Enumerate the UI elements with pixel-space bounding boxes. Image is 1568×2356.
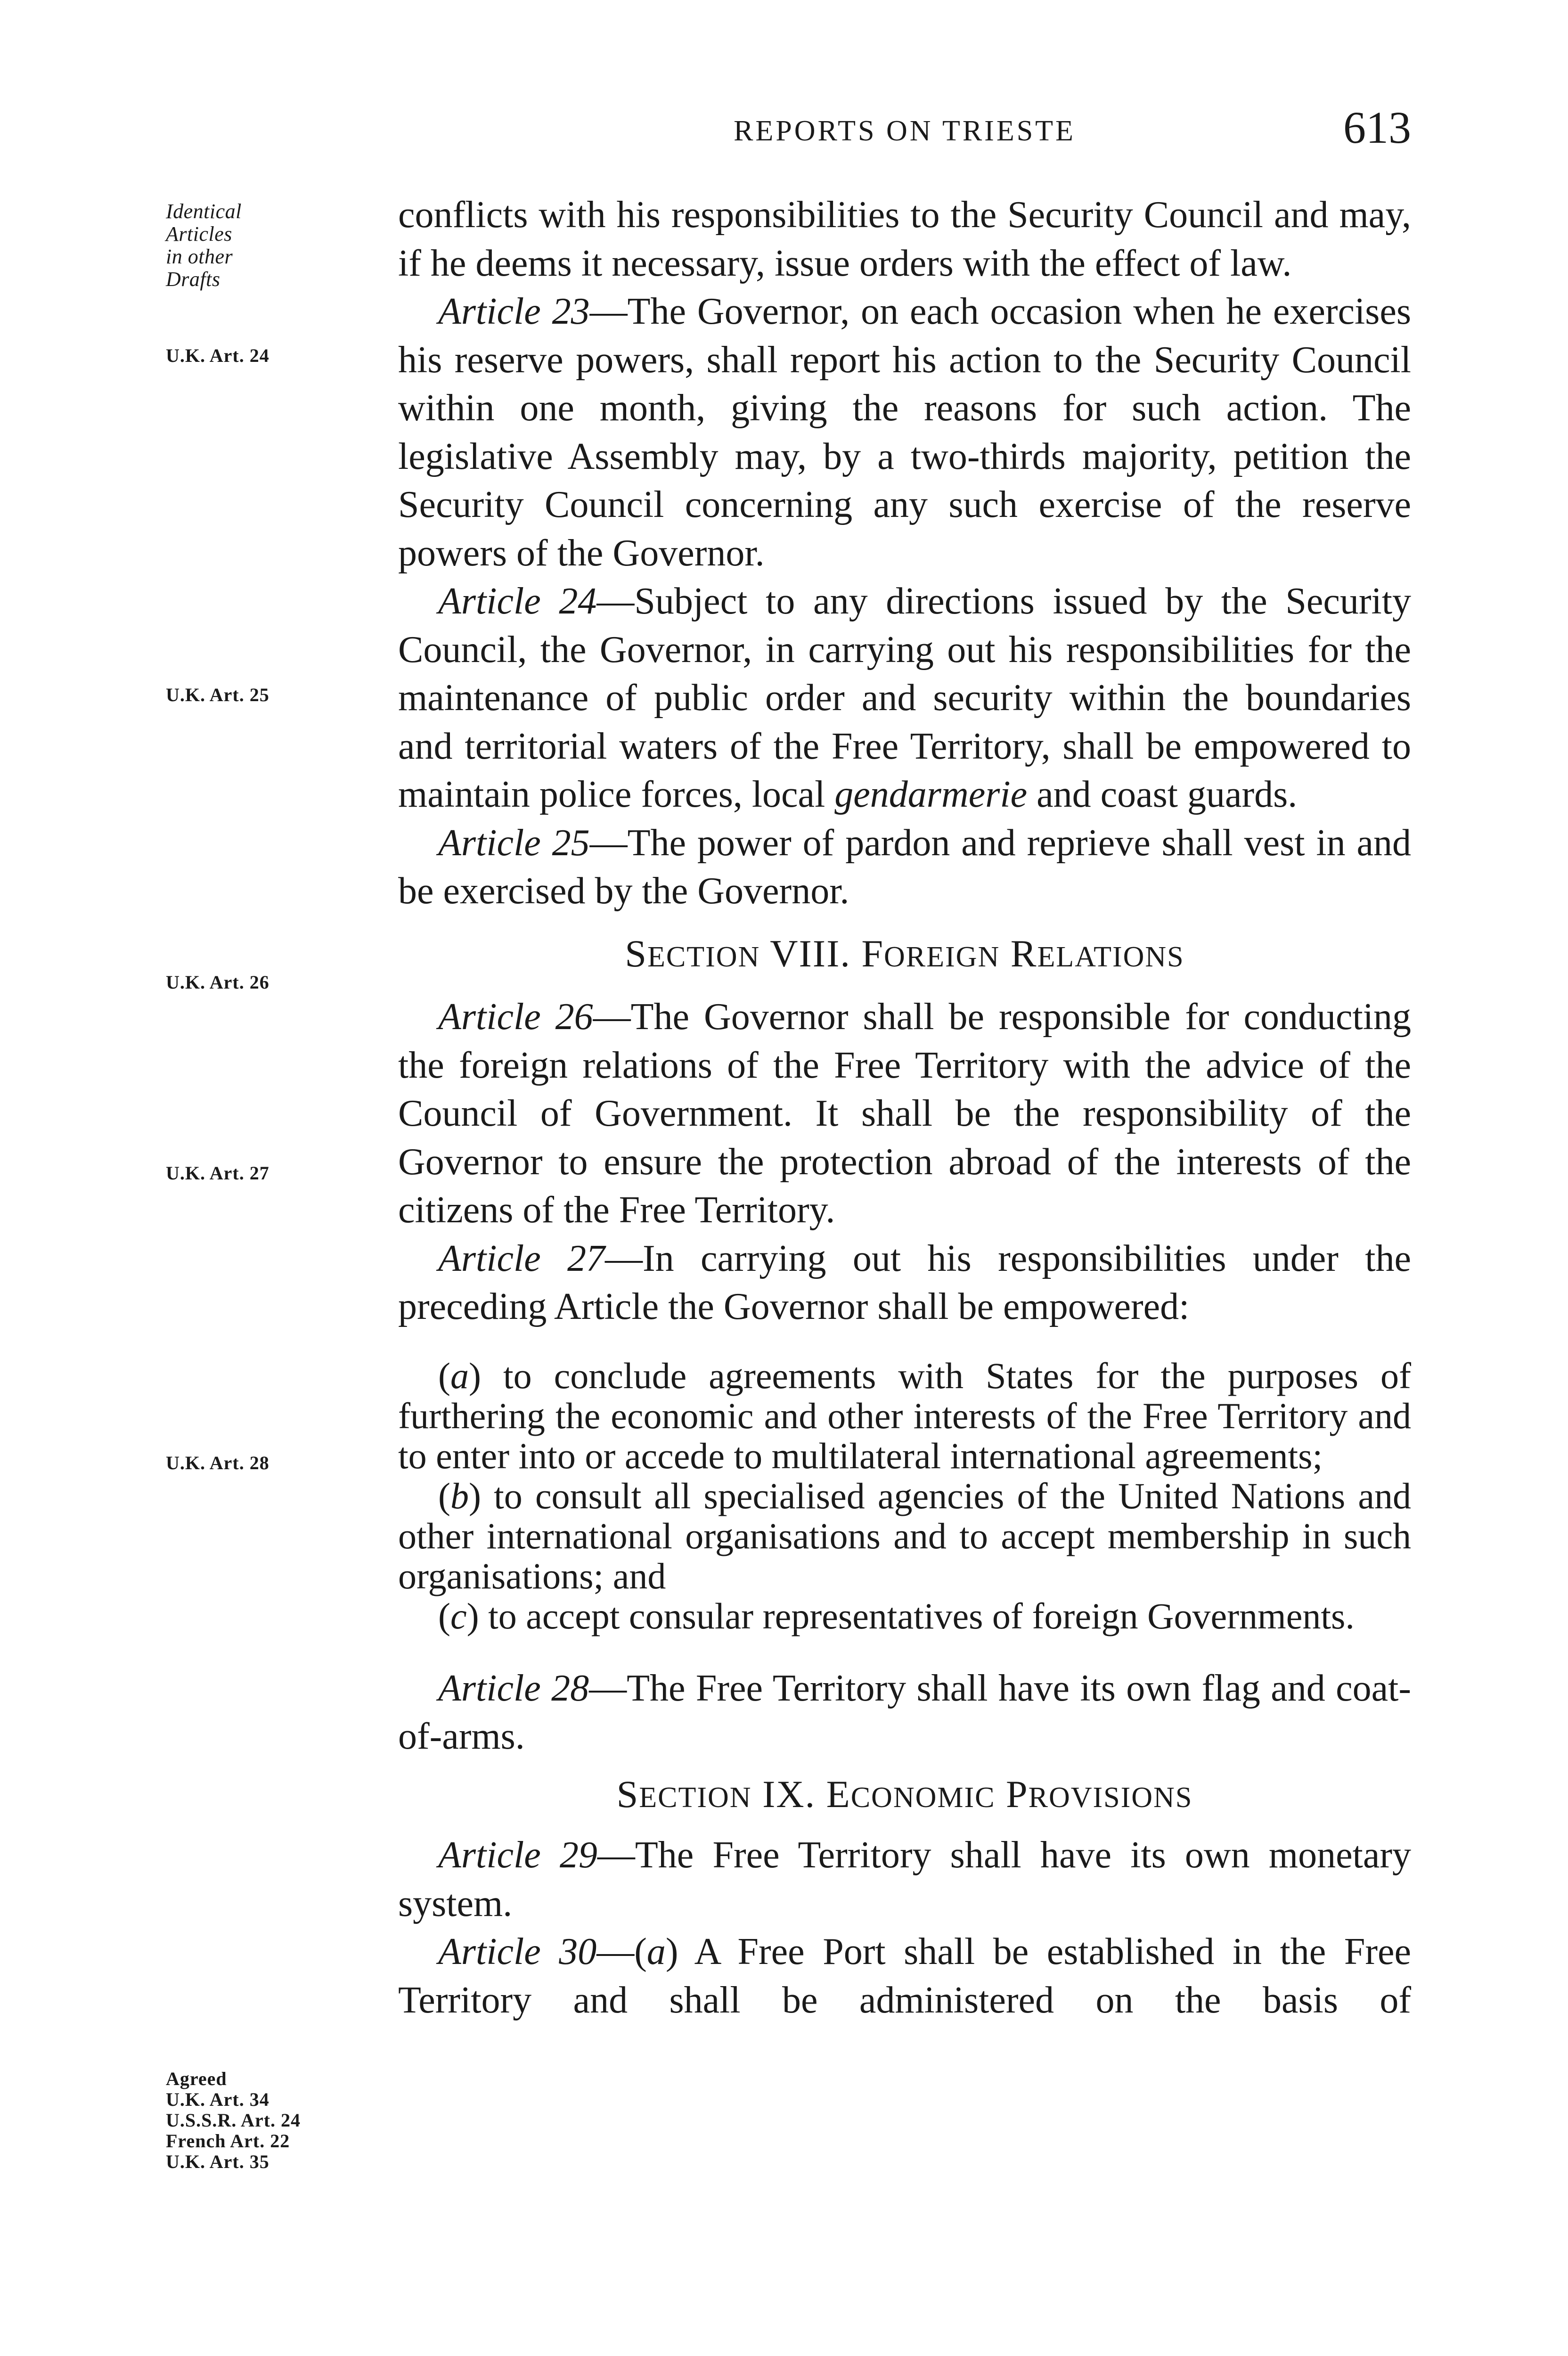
margin-note-identical-articles [166, 200, 387, 291]
margin-note-uk-art-25: U.K. Art. 25 [166, 684, 270, 705]
margin-line: Identical [166, 200, 242, 223]
article-23: Article 23—The Governor, on each occasion when he exercises his reserve powers, shall report his action to the Security Council within one month, giving the reasons for such action. The legislative Assembly may, by a two-thirds majority, petition the Security Council concerning any such exercise of the reserve powers of the Governor. [398, 291, 1412, 574]
margin-line: U.K. Art. 35 [166, 2151, 270, 2172]
clause-a: (a) to conclude agreements with States for the purposes of furthering the economic and other interests of the Free Territory and to enter into or accede to multilateral international agreements; [398, 1355, 1411, 1476]
article-28: Article 28—The Free Territory shall have its own flag and coat-of-arms. [398, 1667, 1411, 1757]
margin-line: French Art. 22 [166, 2130, 290, 2151]
clause-b: (b) to consult all specialised agencies of the United Nations and other international organisations and to accept membership in such organisations; and [398, 1475, 1411, 1596]
margin-line: in other [166, 245, 233, 268]
article-25: Article 25—The power of pardon and reprieve shall vest in and be exercised by the Governor. [398, 822, 1411, 912]
article-29: Article 29—The Free Territory shall have its own monetary system. [398, 1834, 1411, 1924]
page-header [398, 102, 1411, 163]
margin-note-uk-art-28: U.K. Art. 28 [166, 1452, 270, 1473]
margin-line: U.K. Art. 34 [166, 2089, 270, 2110]
article-label: Article 24 [438, 581, 597, 622]
margin-line: U.S.S.R. Art. 24 [166, 2110, 301, 2131]
article-label: Article 30 [438, 1931, 597, 1972]
article-label: Article 23 [438, 291, 590, 332]
article-30: Article 30—(a) A Free Port shall be established in the Free Territory and shall be administered on the basis of [398, 1931, 1411, 2021]
article-26: Article 26—The Governor shall be responsible for conducting the foreign relations of the Free Territory with the advice of the Council of Government. It shall be the responsibility of the Governor to ensure the protection abroad of the interests of the citizens of the Free Territory. [398, 996, 1411, 1231]
article-label: Article 25 [438, 822, 590, 864]
article-label: Article 26 [438, 996, 593, 1038]
paragraph-continuation: conflicts with his responsibilities to the Security Council and may, if he deems it necessary, issue orders with the effect of law. [398, 194, 1411, 284]
article-24: Article 24—Subject to any directions issued by the Security Council, the Governor, in carrying out his responsibilities for the maintenance of public order and security within the boundaries and territorial waters of the Free Territory, shall be empowered to maintain police forces, local gendarmerie and coast guards. [398, 581, 1411, 815]
page-number: 613 [1343, 102, 1411, 153]
running-title: REPORTS ON TRIESTE [734, 115, 1076, 147]
margin-note-uk-art-26: U.K. Art. 26 [166, 972, 270, 993]
margin-line: Drafts [166, 268, 220, 291]
section-8-heading: SECTION VIII. FOREIGN RELATIONS [625, 932, 1184, 975]
article-27: Article 27—In carrying out his responsibilities under the preceding Article the Governor shall be empowered: [398, 1237, 1412, 1327]
margin-note-agreed [166, 2069, 387, 2172]
margin-note-uk-art-27: U.K. Art. 27 [166, 1162, 270, 1184]
article-label: Article 27 [438, 1237, 605, 1279]
section-9-heading: SECTION IX. ECONOMIC PROVISIONS [616, 1772, 1193, 1816]
article-label: Article 29 [438, 1834, 597, 1876]
article-label: Article 28 [438, 1667, 589, 1709]
clause-c: (c) to accept consular representatives of foreign Governments. [438, 1595, 1355, 1636]
margin-note-uk-art-24: U.K. Art. 24 [166, 345, 270, 366]
margin-line: Articles [166, 222, 232, 245]
body-text [398, 191, 1411, 2024]
margin-line: Agreed [166, 2068, 227, 2089]
